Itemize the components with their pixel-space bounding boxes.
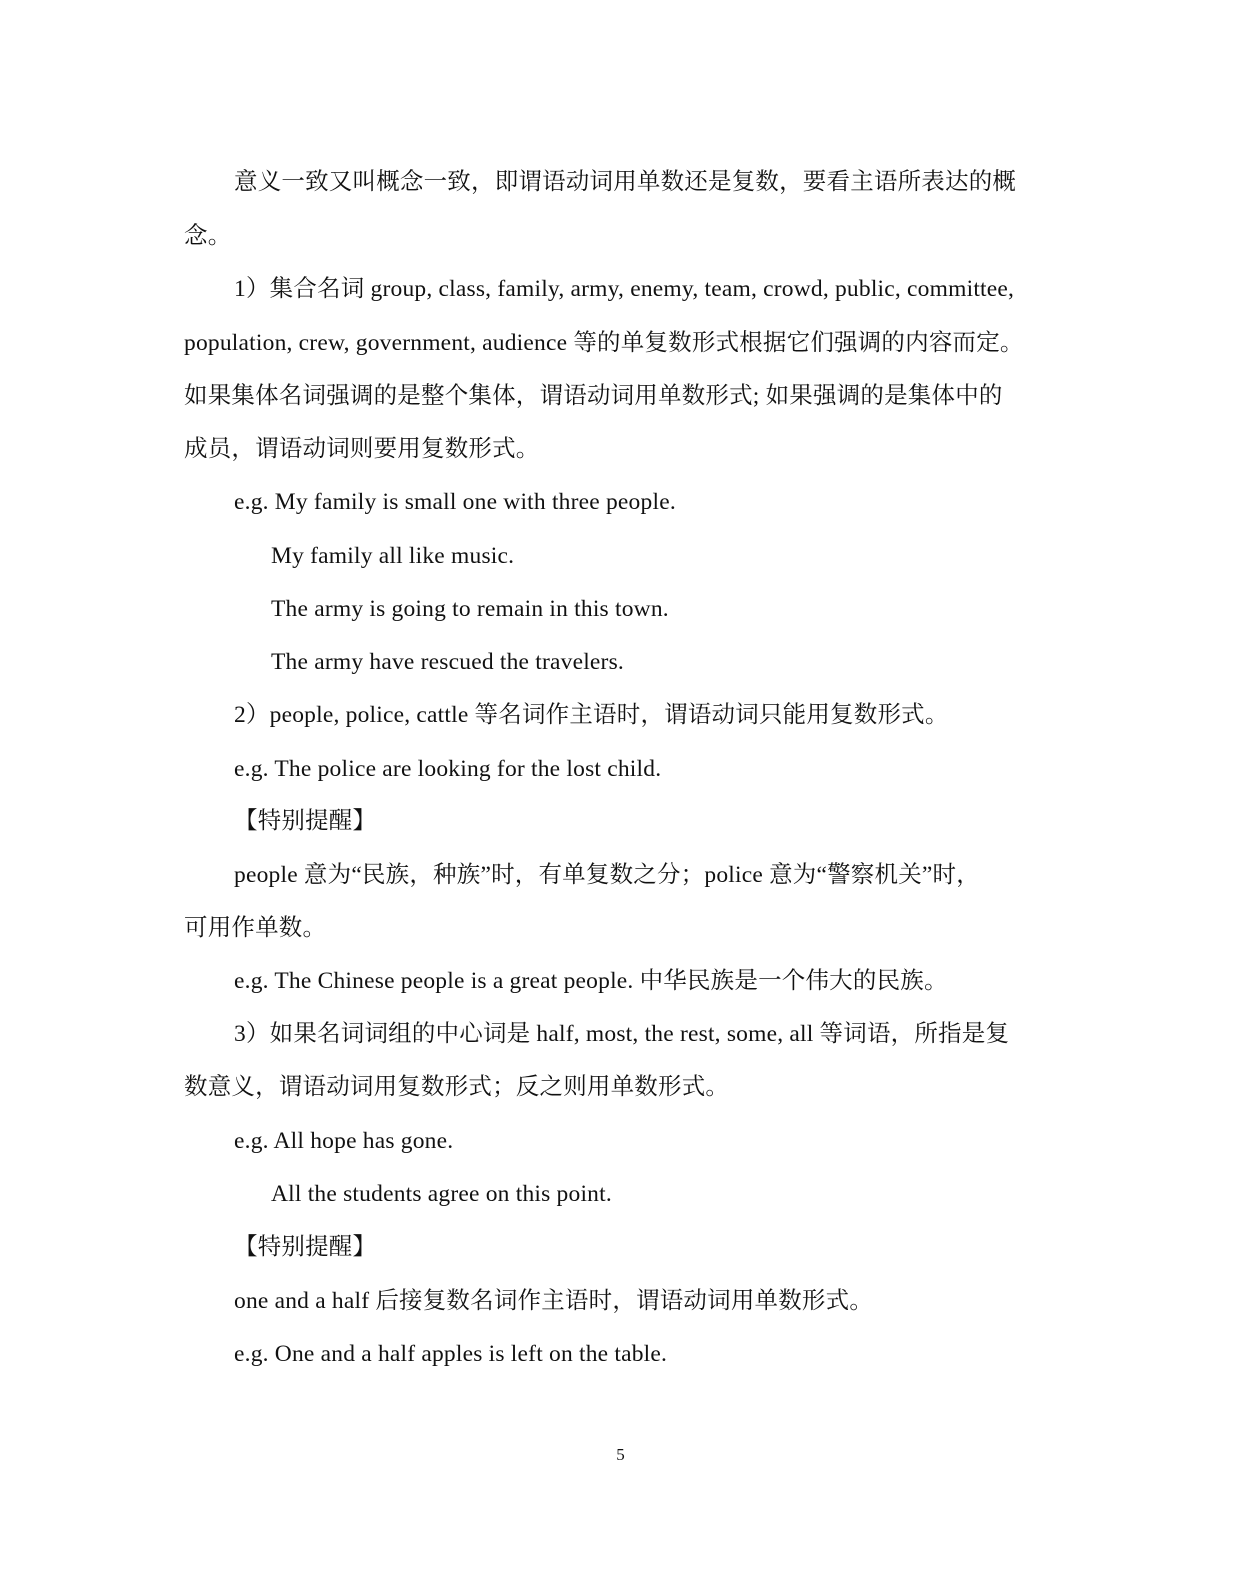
example-line: e.g. One and a half apples is left on the table. [234, 1341, 668, 1367]
example-line: All the students agree on this point. [271, 1181, 612, 1207]
example-line: The army is going to remain in this town. [271, 596, 669, 622]
rule-1-line-1: 1）集合名词 group, class, family, army, enemy, team, crowd, public, committee, [234, 276, 1015, 302]
rule-3-line-1: 3）如果名词词组的中心词是 half, most, the rest, some, all 等词语，所指是复 [234, 1021, 1010, 1047]
special-note-line-1: people 意为“民族，种族”时，有单复数之分；police 意为“警察机关”时， [234, 862, 980, 888]
special-note-line-2: 可用作单数。 [184, 915, 327, 941]
rule-3-line-2: 数意义，谓语动词用复数形式；反之则用单数形式。 [184, 1074, 730, 1100]
example-line: e.g. My family is small one with three people. [234, 489, 676, 515]
special-note-line: one and a half 后接复数名词作主语时，谓语动词用单数形式。 [234, 1288, 874, 1314]
example-line: The army have rescued the travelers. [271, 649, 624, 675]
special-note-heading: 【特别提醒】 [234, 1234, 377, 1260]
paragraph-intro-line-1: 意义一致又叫概念一致，即谓语动词用单数还是复数，要看主语所表达的概 [234, 169, 1017, 195]
example-line: e.g. The police are looking for the lost child. [234, 756, 662, 782]
rule-1-line-2: population, crew, government, audience 等的单复数形式根据它们强调的内容而定。 [184, 330, 1024, 356]
example-line: e.g. All hope has gone. [234, 1128, 454, 1154]
example-line: e.g. The Chinese people is a great people. 中华民族是一个伟大的民族。 [234, 968, 948, 994]
rule-1-line-3: 如果集体名词强调的是整个集体，谓语动词用单数形式; 如果强调的是集体中的 [184, 383, 1003, 409]
example-line: My family all like music. [271, 543, 515, 569]
rule-1-line-4: 成员，谓语动词则要用复数形式。 [184, 436, 540, 462]
rule-2-line: 2）people, police, cattle 等名词作主语时，谓语动词只能用复数形式。 [234, 702, 949, 728]
page-number: 5 [616, 1445, 625, 1464]
paragraph-intro-line-2: 念。 [184, 223, 232, 249]
special-note-heading: 【特别提醒】 [234, 808, 377, 834]
